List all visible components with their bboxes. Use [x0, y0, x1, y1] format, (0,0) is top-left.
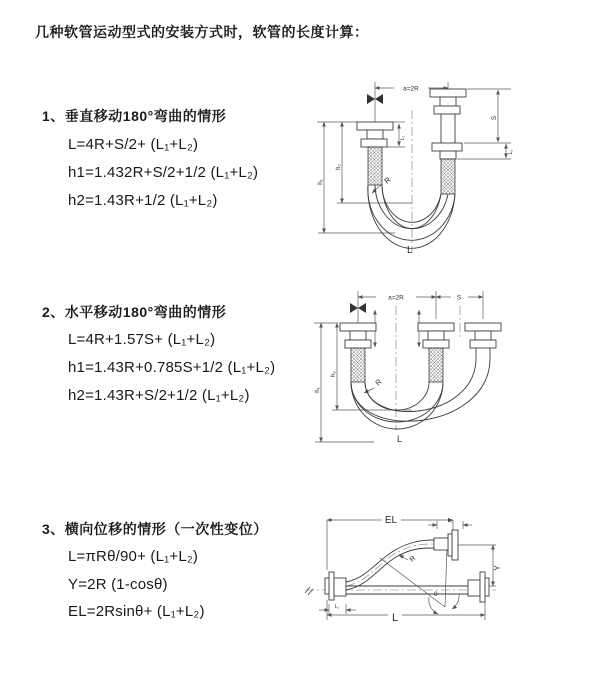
formula-line: L=4R+S/2+ (L₁+L₂)	[68, 136, 199, 153]
dim-label-length: L	[391, 612, 399, 624]
dimension-lines	[317, 82, 511, 233]
dim-label-l2: L₂	[508, 149, 514, 155]
hose-bend-curves	[351, 360, 490, 429]
dim-label-length: L	[407, 245, 413, 256]
dim-label-stroke: S	[456, 294, 462, 302]
formula-line: h2=1.43R+1/2 (L₁+L₂)	[68, 192, 218, 209]
dim-label-radius: R	[408, 554, 418, 564]
valve-icon	[367, 94, 383, 122]
valve-icon	[350, 303, 366, 323]
dim-label-length: L	[397, 434, 403, 444]
break-mark	[305, 587, 313, 595]
hose-bend-curves	[368, 185, 455, 248]
section-2-heading: 2、水平移动180°弯曲的情形	[42, 304, 227, 320]
dim-label-h1: h₁	[318, 179, 324, 185]
displaced-hose	[346, 540, 434, 590]
dim-label-h2: h₂	[336, 164, 342, 170]
diagram-horizontal-180-bend	[312, 282, 542, 457]
formula-line: Y=2R (1-cosθ)	[68, 576, 168, 593]
formula-line: h1=1.432R+S/2+1/2 (L₁+L₂)	[68, 164, 259, 181]
formula-line: EL=2Rsinθ+ (L₁+L₂)	[68, 603, 205, 620]
dim-label-l2: L₂	[447, 518, 453, 524]
angle-construction	[380, 546, 459, 614]
flange-fittings	[325, 530, 489, 602]
dim-label-angle: θ	[434, 591, 438, 598]
dim-label-span: a=2R	[388, 294, 404, 302]
dim-label-el: EL	[384, 515, 398, 526]
dim-label-h1: h₁	[315, 387, 321, 393]
formula-line: L=4R+1.57S+ (L₁+L₂)	[68, 331, 216, 348]
page-title: 几种软管运动型式的安装方式时，软管的长度计算：	[35, 24, 369, 40]
dim-label-radius: R	[382, 175, 393, 186]
diagram-lateral-displacement	[300, 502, 510, 652]
section-3-heading: 3、横向位移的情形（一次性变位）	[42, 521, 268, 537]
dimension-lines	[319, 520, 496, 620]
dim-label-radius: R	[373, 377, 384, 388]
braided-hose-sections	[351, 348, 443, 382]
dim-label-l1: L₁	[400, 135, 406, 141]
formula-line: h1=1.43R+0.785S+1/2 (L₁+L₂)	[68, 359, 276, 376]
diagram-vertical-180-bend	[315, 72, 525, 257]
dim-label-offset: Y	[493, 565, 502, 571]
formula-line: L=πRθ/90+ (L₁+L₂)	[68, 548, 199, 565]
dim-label-l1: L₁	[334, 604, 340, 610]
formula-line: h2=1.43R+S/2+1/2 (L₁+L₂)	[68, 387, 250, 404]
section-1-heading: 1、垂直移动180°弯曲的情形	[42, 108, 227, 124]
dim-label-span: a=2R	[403, 85, 419, 93]
dim-label-stroke: S	[491, 115, 498, 121]
dim-label-h2: h₂	[331, 371, 337, 377]
dimension-lines	[314, 291, 483, 442]
